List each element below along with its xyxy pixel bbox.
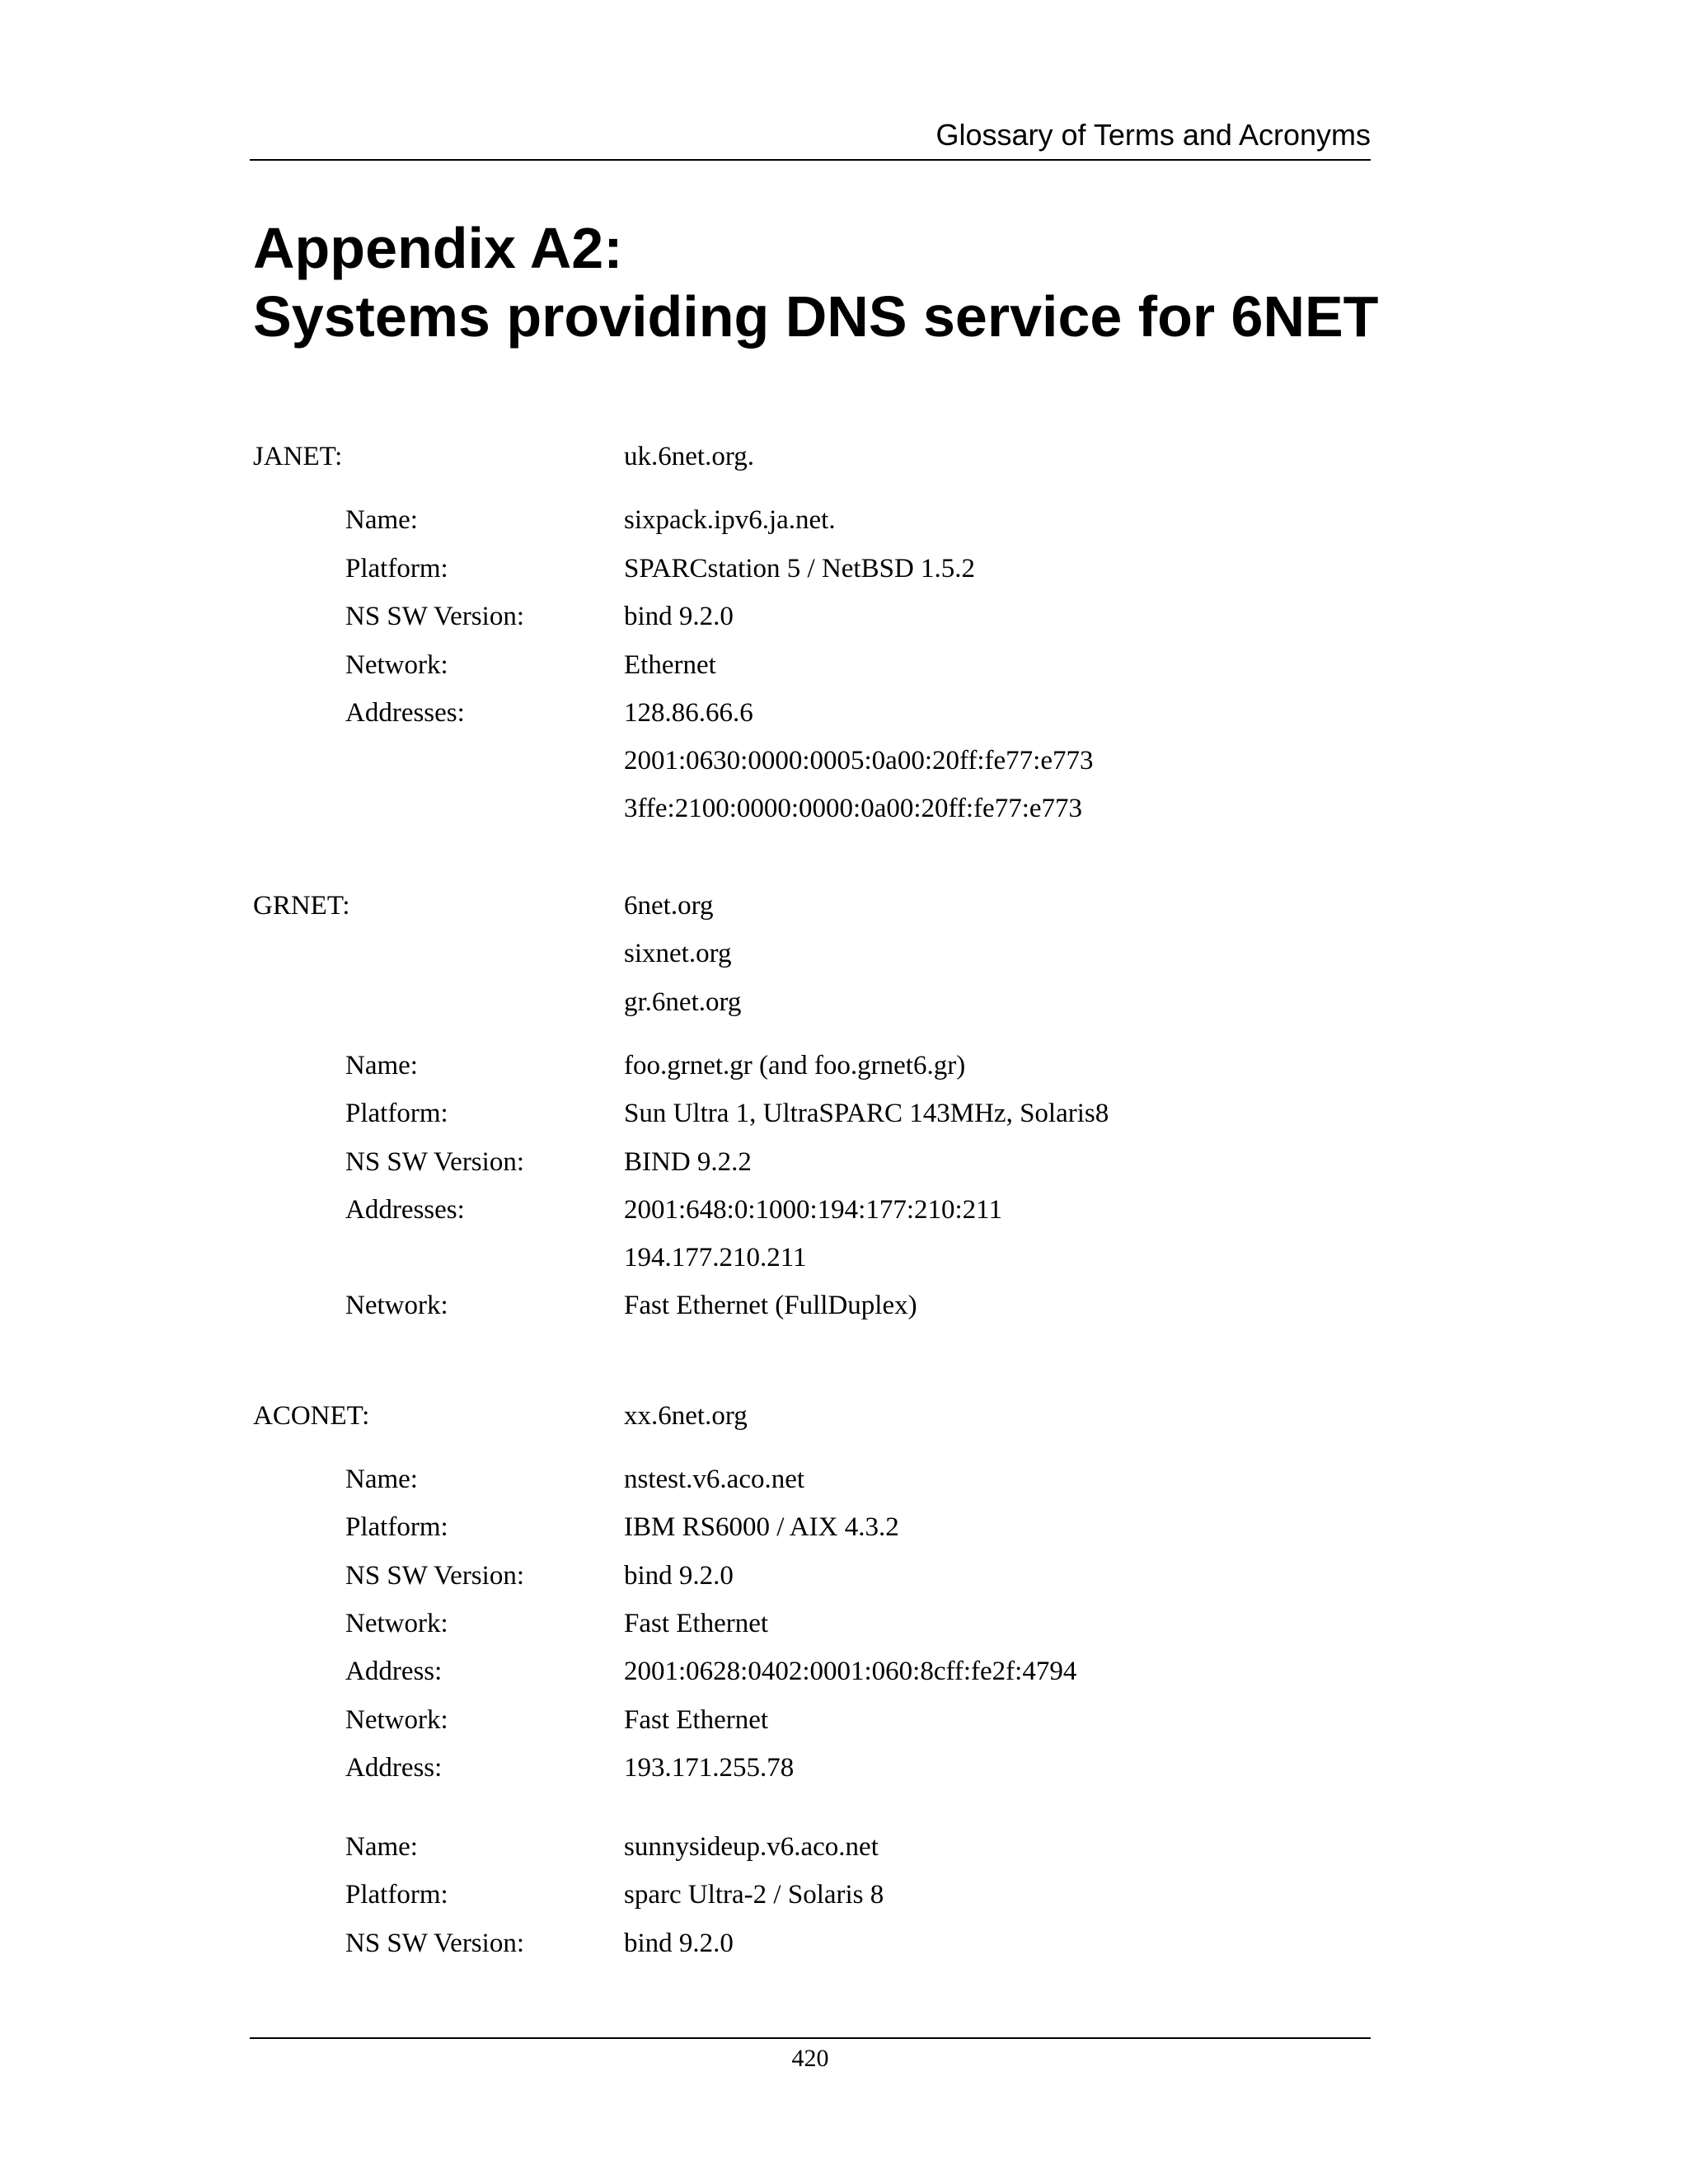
field-label: Name: (345, 1051, 418, 1080)
field-value: IBM RS6000 / AIX 4.3.2 (624, 1512, 899, 1542)
field-label: NS SW Version: (345, 1561, 524, 1591)
field-value: Fast Ethernet (624, 1609, 769, 1638)
field-value: Fast Ethernet (624, 1705, 769, 1735)
footer-rule (250, 2037, 1371, 2039)
field-label: Platform: (345, 554, 448, 583)
field-value: 3ffe:2100:0000:0000:0a00:20ff:fe77:e773 (624, 794, 1083, 823)
field-label: Network: (345, 650, 448, 680)
field-value: foo.grnet.gr (and foo.grnet6.gr) (624, 1051, 966, 1080)
field-value: 193.171.255.78 (624, 1753, 795, 1783)
org-name: JANET: (253, 442, 343, 471)
title-line-1: Appendix A2: (253, 216, 623, 280)
field-label: Name: (345, 1465, 418, 1494)
field-label: NS SW Version: (345, 1929, 524, 1958)
field-value: nstest.v6.aco.net (624, 1465, 805, 1494)
header-rule (250, 159, 1371, 161)
field-value: BIND 9.2.2 (624, 1147, 752, 1177)
field-value: Fast Ethernet (FullDuplex) (624, 1291, 917, 1320)
field-label: Platform: (345, 1512, 448, 1542)
field-value: Sun Ultra 1, UltraSPARC 143MHz, Solaris8 (624, 1099, 1109, 1128)
field-label: Address: (345, 1753, 443, 1783)
field-label: NS SW Version: (345, 1147, 524, 1177)
org-domain: sixnet.org (624, 939, 732, 968)
field-label: Platform: (345, 1099, 448, 1128)
page-number: 420 (791, 2045, 829, 2072)
field-value: SPARCstation 5 / NetBSD 1.5.2 (624, 554, 976, 583)
field-value: 2001:648:0:1000:194:177:210:211 (624, 1195, 1002, 1225)
field-value: bind 9.2.0 (624, 1929, 734, 1958)
org-domain: xx.6net.org (624, 1401, 748, 1431)
field-value: Ethernet (624, 650, 716, 680)
page-title (253, 214, 1378, 351)
field-value: 194.177.210.211 (624, 1243, 807, 1272)
field-label: Addresses: (345, 1195, 465, 1225)
field-label: Network: (345, 1705, 448, 1735)
field-label: Address: (345, 1657, 443, 1686)
field-label: NS SW Version: (345, 602, 524, 631)
field-label: Addresses: (345, 698, 465, 728)
field-value: bind 9.2.0 (624, 1561, 734, 1591)
field-value: 2001:0628:0402:0001:060:8cff:fe2f:4794 (624, 1657, 1077, 1686)
running-header: Glossary of Terms and Acronyms (935, 118, 1371, 152)
org-name: ACONET: (253, 1401, 370, 1431)
field-label: Name: (345, 505, 418, 535)
field-label: Network: (345, 1291, 448, 1320)
field-label: Platform: (345, 1880, 448, 1910)
org-domain: uk.6net.org. (624, 442, 754, 471)
field-value: sunnysideup.v6.aco.net (624, 1832, 879, 1862)
org-domain: gr.6net.org (624, 987, 742, 1017)
org-domain: 6net.org (624, 891, 714, 921)
field-value: 128.86.66.6 (624, 698, 753, 728)
org-name: GRNET: (253, 891, 350, 921)
field-label: Name: (345, 1832, 418, 1862)
title-line-2: Systems providing DNS service for 6NET (253, 284, 1379, 349)
field-value: sparc Ultra-2 / Solaris 8 (624, 1880, 884, 1910)
field-value: 2001:0630:0000:0005:0a00:20ff:fe77:e773 (624, 746, 1094, 776)
field-value: sixpack.ipv6.ja.net. (624, 505, 836, 535)
field-value: bind 9.2.0 (624, 602, 734, 631)
field-label: Network: (345, 1609, 448, 1638)
